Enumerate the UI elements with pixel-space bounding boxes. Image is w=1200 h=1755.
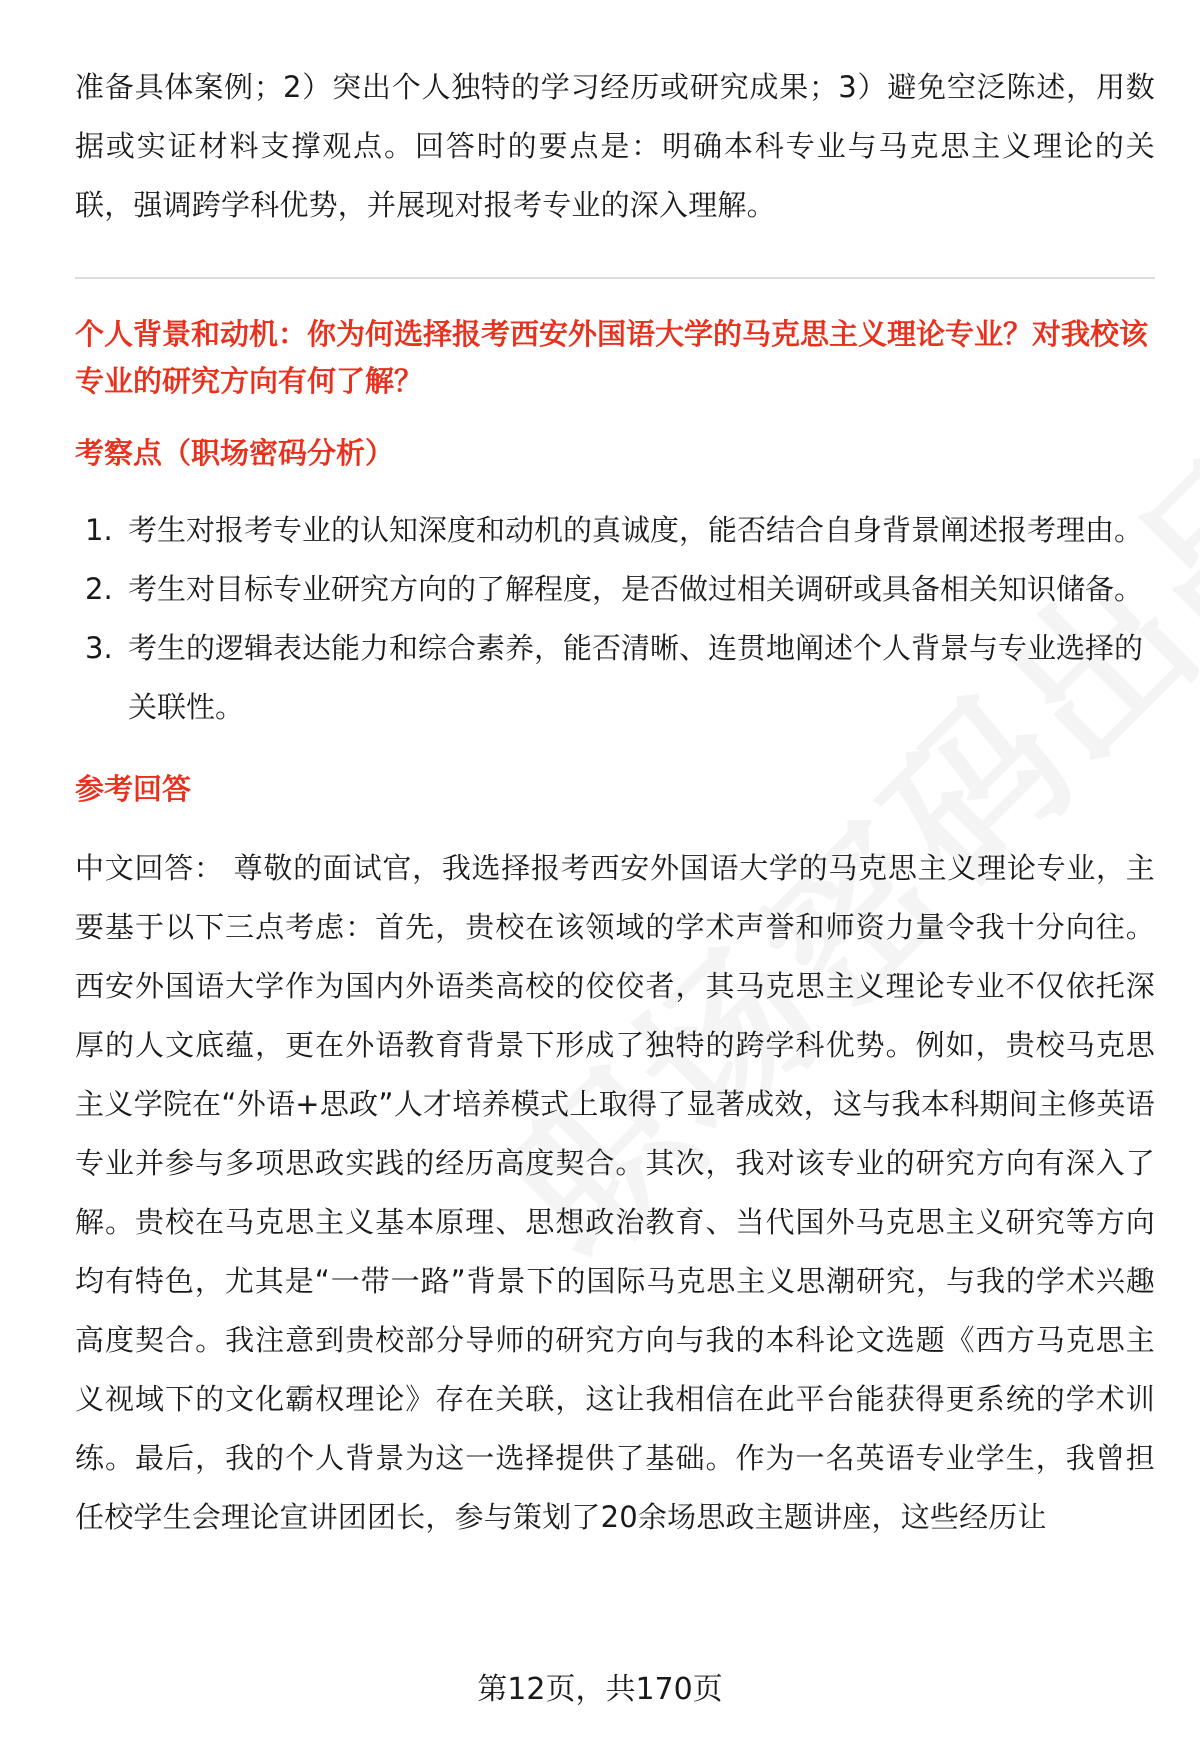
reference-heading: 参考回答 xyxy=(75,772,192,806)
list-item-text: 考生对目标专业研究方向的了解程度，是否做过相关调研或具备相关知识储备。 xyxy=(128,572,1144,606)
question-title: 个人背景和动机：你为何选择报考西安外国语大学的马克思主义理论专业？对我校该专业的研究方向有何了解？ xyxy=(75,317,1149,398)
page-content xyxy=(75,58,1155,1547)
list-item-number: 3. xyxy=(85,631,113,665)
assessment-heading: 考察点（职场密码分析） xyxy=(75,436,395,470)
list-item xyxy=(75,501,1155,560)
list-item-text: 考生的逻辑表达能力和综合素养，能否清晰、连贯地阐述个人背景与专业选择的关联性。 xyxy=(128,631,1144,724)
list-item-number: 1. xyxy=(85,513,113,547)
section-divider xyxy=(75,277,1155,279)
page-number: 第12页，共170页 xyxy=(477,1672,723,1707)
assessment-list xyxy=(75,501,1155,737)
list-item xyxy=(75,619,1155,737)
list-item-text: 考生对报考专业的认知深度和动机的真诚度，能否结合自身背景阐述报考理由。 xyxy=(128,513,1144,547)
list-item xyxy=(75,560,1155,619)
intro-paragraph: 准备具体案例；2）突出个人独特的学习经历或研究成果；3）避免空泛陈述，用数据或实证材料支撑观点。回答时的要点是：明确本科专业与马克思主义理论的关联，强调跨学科优势，并展现对报考专业的深入理解。 xyxy=(75,70,1155,222)
reference-answer: 中文回答： 尊敬的面试官，我选择报考西安外国语大学的马克思主义理论专业，主要基于以下三点考虑：首先，贵校在该领域的学术声誉和师资力量令我十分向往。西安外国语大学作为国内外语类高校的佼佼者，其马克思主义理论专业不仅依托深厚的人文底蕴，更在外语教育背景下形成了独特的跨学科优势。例如，贵校马克思主义学院在“外语+思政”人才培养模式上取得了显著成效，这与我本科期间主修英语专业并参与多项思政实践的经历高度契合。其次，我对该专业的研究方向有深入了解。贵校在马克思主义基本原理、思想政治教育、当代国外马克思主义研究等方向均有特色，尤其是“一带一路”背景下的国际马克思主义思潮研究，与我的学术兴趣高度契合。我注意到贵校部分导师的研究方向与我的本科论文选题《西方马克思主义视域下的文化霸权理论》存在关联，这让我相信在此平台能获得更系统的学术训练。最后，我的个人背景为这一选择提供了基础。作为一名英语专业学生，我曾担任校学生会理论宣讲团团长，参与策划了20余场思政主题讲座，这些经历让 xyxy=(75,851,1155,1534)
list-item-number: 2. xyxy=(85,572,113,606)
